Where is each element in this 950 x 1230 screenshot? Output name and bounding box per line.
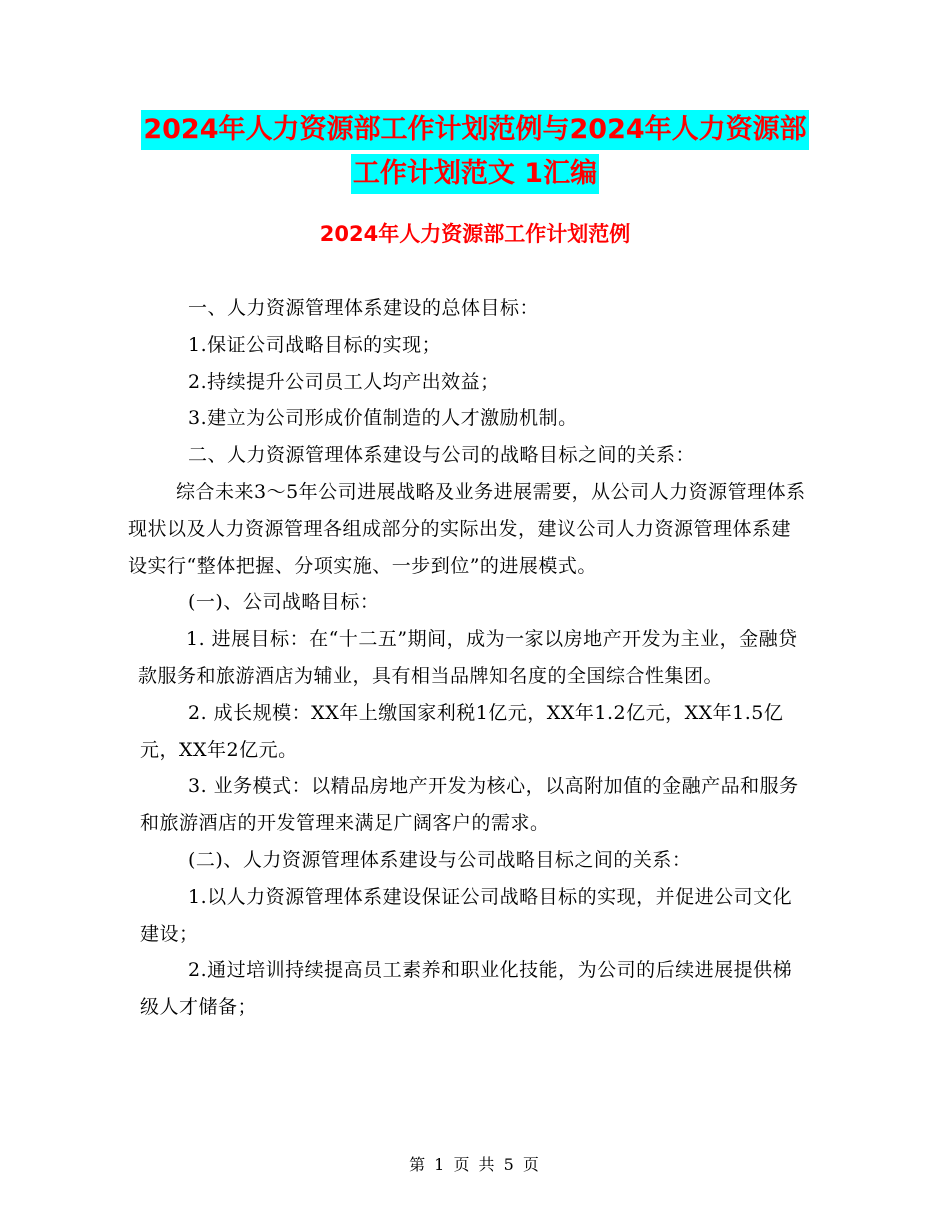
paragraph: 1. 进展目标：在“十二五”期间，成为一家以房地产开发为主业，金融贷款服务和旅游酒店为辅业，具有相当品牌知名度的全国综合性集团。 bbox=[138, 628, 798, 687]
paragraph: 综合未来3～5年公司进展战略及业务进展需要，从公司人力资源管理体系现状以及人力资源管理各组成部分的实际出发，建议公司人力资源管理体系建设实行“整体把握、分项实施、一步到位”的进展模式。 bbox=[128, 480, 806, 577]
paragraph: 3. 业务模式：以精品房地产开发为核心，以高附加值的金融产品和服务和旅游酒店的开发管理来满足广阔客户的需求。 bbox=[140, 775, 799, 835]
paragraph: 一、人力资源管理体系建设的总体目标： bbox=[188, 297, 540, 319]
paragraph: 2. 成长规模：XX年上缴国家利税1亿元，XX年1.2亿元，XX年1.5亿元，XX年2亿元。 bbox=[140, 701, 784, 761]
title-line-2: 工作计划范文 1汇编 bbox=[351, 154, 599, 194]
paragraph: 1.以人力资源管理体系建设保证公司战略目标的实现，并促进公司文化建设； bbox=[140, 885, 793, 945]
paragraph: 2.持续提升公司员工人均产出效益； bbox=[188, 370, 500, 393]
title-line-1: 2024年人力资源部工作计划范例与2024年人力资源部 bbox=[141, 110, 808, 150]
document-title bbox=[0, 110, 950, 198]
paragraph: (二)、人力资源管理体系建设与公司战略目标之间的关系： bbox=[188, 848, 692, 871]
paragraph: 1.保证公司战略目标的实现； bbox=[188, 333, 442, 356]
page-number-footer: 第 1 页 共 5 页 bbox=[409, 1155, 541, 1174]
paragraph: 二、人力资源管理体系建设与公司的战略目标之间的关系： bbox=[188, 444, 696, 467]
paragraph: 3.建立为公司形成价值制造的人才激励机制。 bbox=[188, 407, 578, 430]
paragraph: 2.通过培训持续提高员工素养和职业化技能，为公司的后续进展提供梯级人才储备； bbox=[140, 959, 793, 1019]
document-body bbox=[128, 290, 810, 1026]
section-subtitle: 2024年人力资源部工作计划范例 bbox=[319, 222, 631, 246]
paragraph: (一)、公司战略目标： bbox=[188, 591, 380, 614]
